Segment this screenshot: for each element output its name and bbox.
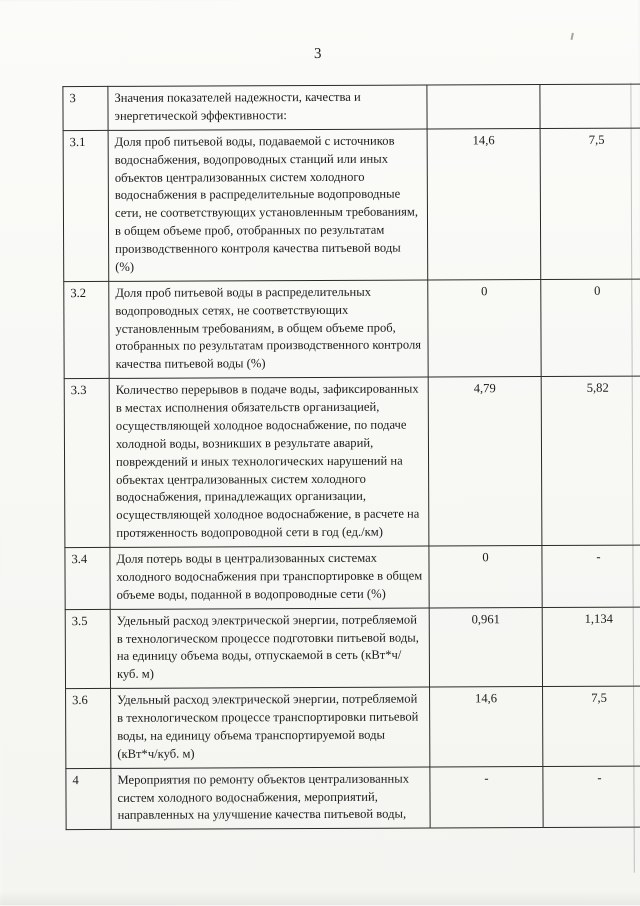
table-row <box>66 766 640 830</box>
description-cell: Мероприятия по ремонту объектов централизованных систем холодного водоснабжения, мероприятий, направленных на улучшение качества питьевой воды, <box>111 767 430 830</box>
row-number-cell: 3.3 <box>64 379 110 548</box>
scan-artifact-bottom-shade <box>0 891 640 905</box>
row-number-cell: 3.1 <box>63 130 109 281</box>
table-row <box>64 376 640 547</box>
value-cell-2: - <box>542 545 640 607</box>
table-row <box>64 279 640 379</box>
indicators-table <box>62 84 640 831</box>
description-cell: Удельный расход электрической энергии, потребляемой в технологическом процессе транспортировки питьевой воды, на единицу объема транспортируемой воды (кВт*ч/куб. м) <box>111 687 430 768</box>
row-number-cell: 3.6 <box>66 689 111 769</box>
table-row <box>63 84 640 130</box>
value-cell-2: 7,5 <box>543 686 640 766</box>
value-cell-1: - <box>430 766 543 828</box>
value-cell-1: 0 <box>429 546 542 608</box>
row-number-cell: 3.5 <box>65 609 110 689</box>
value-cell-1: 14,6 <box>427 128 541 279</box>
value-cell-2: - <box>543 766 640 828</box>
table-row <box>65 545 640 609</box>
description-cell: Удельный расход электрической энергии, потребляемой в технологическом процессе подготовки питьевой воды, на единицу объема воды, отпускаемой в сеть (кВт*ч/куб. м) <box>110 608 429 689</box>
description-cell: Доля проб питьевой воды в распределительных водопроводных сетях, не соответствующих установленным требованиям, в общем объеме проб, отобранных по результатам производственного контроля качества питьевой воды (%) <box>109 280 428 379</box>
value-cell-1: 14,6 <box>430 687 543 767</box>
description-cell: Доля проб питьевой воды, подаваемой с источников водоснабжения, водопроводных станций или иных объектов централизованных систем холодного водоснабжения в распределительные водопроводные сети, не соответствующих установленным требованиям, в общем объеме проб, отобранных по результатам производственного контроля качества питьевой воды (%) <box>108 129 428 281</box>
page-number: 3 <box>313 45 323 63</box>
value-cell-1: 0 <box>428 279 541 377</box>
value-cell-1: 0,961 <box>429 607 542 687</box>
description-cell: Доля потерь воды в централизованных системах холодного водоснабжения при транспортировке в общем объеме воды, поданной в водопроводные сети (%) <box>110 546 429 609</box>
value-cell-1 <box>427 85 540 129</box>
table-body <box>63 84 640 830</box>
value-cell-2 <box>540 84 640 128</box>
value-cell-2: 5,82 <box>541 376 640 545</box>
scan-artifact-mark <box>570 33 573 40</box>
value-cell-1: 4,79 <box>428 377 542 546</box>
row-number-cell: 3 <box>63 86 108 130</box>
row-number-cell: 4 <box>66 768 111 830</box>
table-row <box>66 686 640 768</box>
table-row <box>63 128 640 282</box>
description-cell: Количество перерывов в подаче воды, зафиксированных в местах исполнения обязательств организацией, осуществляющей холодное водоснабжение, по подаче холодной воды, возникших в результате аварий, повреждений и иных технологических нарушений на объектах централизованных систем холодного водоснабжения, принадлежащих организации, осуществляющей холодное водоснабжение, в расчете на протяженность водопроводной сети в год (ед./км) <box>109 377 429 547</box>
table-row <box>65 607 640 689</box>
row-number-cell: 3.4 <box>65 547 110 609</box>
value-cell-2: 1,134 <box>542 607 640 687</box>
row-number-cell: 3.2 <box>64 281 109 379</box>
description-cell: Значения показателей надежности, качества и энергетической эффективности: <box>108 85 427 130</box>
value-cell-2: 0 <box>541 279 640 377</box>
value-cell-2: 7,5 <box>540 128 640 279</box>
